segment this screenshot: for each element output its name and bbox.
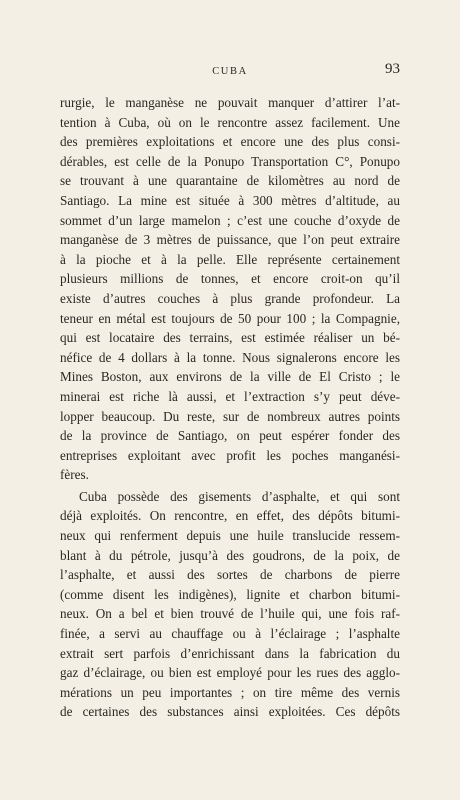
text-line: l’asphalte, et aussi des sortes de charbons de pierre bbox=[60, 567, 400, 583]
text-line: finée, a servi au chauffage ou à l’éclairage ; l’asphalte bbox=[60, 626, 400, 642]
page-number: 93 bbox=[385, 61, 400, 77]
text-line: plusieurs millions de tonnes, et encore croit-on qu’il bbox=[60, 271, 400, 287]
text-line: sommet d’un large mamelon ; c’est une couche d’oxyde de bbox=[60, 212, 400, 228]
text-line: se trouvant à une quarantaine de kilomètres au nord de bbox=[60, 173, 400, 189]
text-line: (comme disent les indigènes), lignite et charbon bitumi- bbox=[60, 586, 400, 602]
body-text bbox=[60, 93, 400, 722]
running-head: CUBA bbox=[212, 66, 248, 77]
text-line: fères. bbox=[60, 467, 89, 483]
text-line: neux. On a bel et bien trouvé de l’huile qui, une fois raf- bbox=[60, 606, 400, 622]
text-line: tention à Cuba, où on le rencontre assez facilement. Une bbox=[60, 114, 400, 130]
text-line: de la province de Santiago, on peut espérer fonder des bbox=[60, 428, 400, 444]
text-line: rurgie, le manganèse ne pouvait manquer d’attirer l’at- bbox=[60, 95, 400, 110]
text-line: Cuba possède des gisements d’asphalte, et qui sont bbox=[79, 488, 400, 504]
paragraph-asphalt bbox=[60, 487, 400, 722]
text-line: teneur en métal est toujours de 50 pour 100 ; la Compagnie, bbox=[60, 310, 400, 326]
text-line: Mines Boston, aux environs de la ville de El Cristo ; le bbox=[60, 369, 400, 385]
text-line: déjà exploités. On rencontre, en effet, des dépôts bitumi- bbox=[60, 508, 400, 524]
text-line: à la pioche et à la pelle. Elle représente certainement bbox=[60, 251, 400, 267]
text-line: de certaines des substances ainsi exploitées. Ces dépôts bbox=[60, 704, 400, 720]
text-line: extrait sert parfois d’enrichissant dans la fabrication du bbox=[60, 645, 400, 661]
text-line: dérables, est celle de la Ponupo Transportation C°, Ponupo bbox=[60, 153, 400, 169]
text-line: entreprises exploitant avec profit les poches manganési- bbox=[60, 447, 400, 463]
text-line: manganèse de 3 mètres de puissance, que l’on peut extraire bbox=[60, 232, 400, 248]
text-line: Santiago. La mine est située à 300 mètres d’altitude, au bbox=[60, 192, 400, 208]
text-line: gaz d’éclairage, ou bien est employé pour les rues des agglo- bbox=[60, 665, 400, 681]
text-line: qui est locataire des terrains, est estimée réaliser un bé- bbox=[60, 330, 400, 346]
text-line: lopper beaucoup. Du reste, sur de nombreux autres points bbox=[60, 408, 400, 424]
text-line: mérations un peu importantes ; on tire même des vernis bbox=[60, 684, 400, 700]
page-header bbox=[60, 58, 400, 78]
text-line: blant à du pétrole, jusqu’à des goudrons, de la poix, de bbox=[60, 547, 400, 563]
text-line: des premières exploitations et encore une des plus consi- bbox=[60, 134, 400, 150]
paragraph-manganese bbox=[60, 93, 400, 485]
text-line: minerai est riche là aussi, et l’extraction s’y peut déve- bbox=[60, 388, 400, 404]
text-line: existe d’autres couches à plus grande profondeur. La bbox=[60, 290, 400, 306]
text-line: neux qui renferment depuis une huile translucide ressem- bbox=[60, 528, 400, 544]
text-line: néfice de 4 dollars à la tonne. Nous signalerons encore les bbox=[60, 349, 400, 365]
